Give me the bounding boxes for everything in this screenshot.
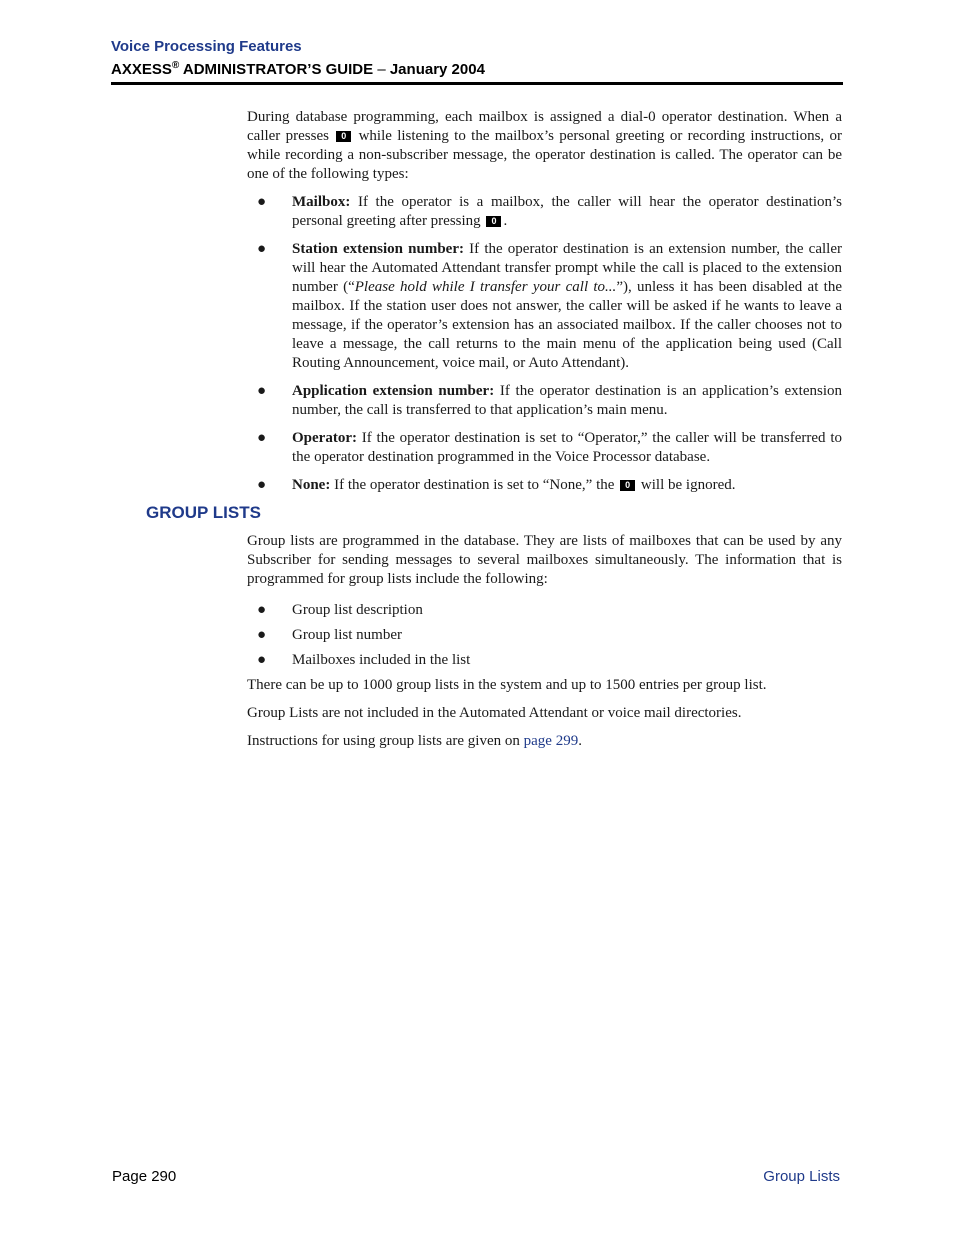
list-item [247, 651, 842, 670]
guide-title: ADMINISTRATOR’S GUIDE [182, 61, 374, 78]
header-rule [111, 82, 843, 85]
page-299-link[interactable]: page 299 [523, 733, 579, 749]
station-text-b: ”), unless it has been disabled at the mailbox. If the station user does not answer, the caller will be asked if he wants to leave a message, if the operator’s extension has an associated mailbox. If the caller chooses not to leave a message, the call returns to the main menu of the application being used (Call Routing Announcement, voice mail, or Auto Attendant). [292, 279, 842, 371]
group-list-fields [247, 601, 842, 670]
list-item-operator [247, 429, 842, 467]
list-item-mailbox [247, 193, 842, 231]
group-lists-limit: There can be up to 1000 group lists in the system and up to 1500 entries per group list. [247, 677, 767, 693]
operator-text: If the operator destination is set to “Operator,” the caller will be transferred to the operator destination programmed in the Voice Processor database. [292, 430, 843, 465]
operator-section [247, 108, 842, 504]
none-text-a: If the operator destination is set to “None,” the [334, 477, 615, 493]
group-lists-section [247, 532, 842, 751]
footer-section-name: Group Lists [763, 1168, 840, 1185]
bullet-icon: ● [257, 241, 267, 257]
term-none: None: [292, 477, 331, 493]
registered-mark: ® [171, 60, 180, 71]
instructions-period: . [578, 733, 582, 749]
bullet-icon: ● [257, 477, 267, 493]
bullet-icon: ● [257, 430, 267, 446]
running-header-section: Voice Processing Features [111, 38, 302, 55]
intro-paragraph [247, 108, 842, 184]
list-item-none [247, 476, 842, 495]
bullet-icon: ● [257, 194, 267, 210]
group-list-field-label: Mailboxes included in the list [292, 652, 471, 668]
intro-text-a: During database programming, each mailbox is assigned a dial-0 operator destination. When a caller presses [247, 109, 842, 144]
bullet-icon: ● [257, 652, 267, 668]
group-lists-instructions [247, 732, 842, 751]
group-list-field-label: Group list number [292, 627, 402, 643]
list-item-station [247, 240, 842, 373]
running-header-guide [111, 60, 485, 78]
station-text-a: If the operator destination is an extension number, the caller will hear the Automated Attendant transfer prompt while the call is placed to the extension number (“ [292, 241, 842, 295]
guide-dash: – [377, 61, 386, 78]
none-text-b: will be ignored. [640, 477, 736, 493]
mailbox-text: If the operator is a mailbox, the caller will hear the operator destination’s personal greeting after pressing [292, 194, 842, 229]
bullet-icon: ● [257, 383, 267, 399]
intro-text-b: while listening to the mailbox’s personal greeting or recording instructions, or while recording a non-subscriber message, the operator destination is called. The operator can be one of the following types: [247, 128, 842, 182]
bullet-icon: ● [257, 602, 267, 618]
bullet-icon: ● [257, 627, 267, 643]
list-item [247, 601, 842, 620]
dial-zero-key: 0 [336, 131, 351, 142]
application-text: If the operator destination is an application’s extension number, the call is transferred to that application’s main menu. [292, 383, 842, 418]
operator-types-list [247, 193, 842, 495]
term-application: Application extension number: [292, 383, 495, 399]
term-operator: Operator: [292, 430, 357, 446]
term-station: Station extension number: [292, 241, 464, 257]
list-item-application [247, 382, 842, 420]
group-list-field-label: Group list description [292, 602, 423, 618]
group-lists-intro: Group lists are programmed in the database. They are lists of mailboxes that can be used by any Subscriber for sending messages to several mailboxes simultaneously. The information that is programmed for group lists include the following: [247, 533, 842, 587]
instructions-text: Instructions for using group lists are given on [247, 733, 520, 749]
footer-page-number: Page 290 [112, 1168, 177, 1185]
station-prompt-quote: Please hold while I transfer your call to... [354, 279, 617, 295]
mailbox-end: . [503, 213, 508, 229]
group-lists-not-included: Group Lists are not included in the Automated Attendant or voice mail directories. [247, 705, 742, 721]
term-mailbox: Mailbox: [292, 194, 351, 210]
guide-brand: AXXESS [111, 61, 172, 78]
guide-date: January 2004 [389, 61, 485, 78]
dial-zero-key: 0 [486, 216, 501, 227]
dial-zero-key: 0 [620, 480, 635, 491]
section-heading-group-lists: GROUP LISTS [146, 503, 261, 522]
list-item [247, 626, 842, 645]
